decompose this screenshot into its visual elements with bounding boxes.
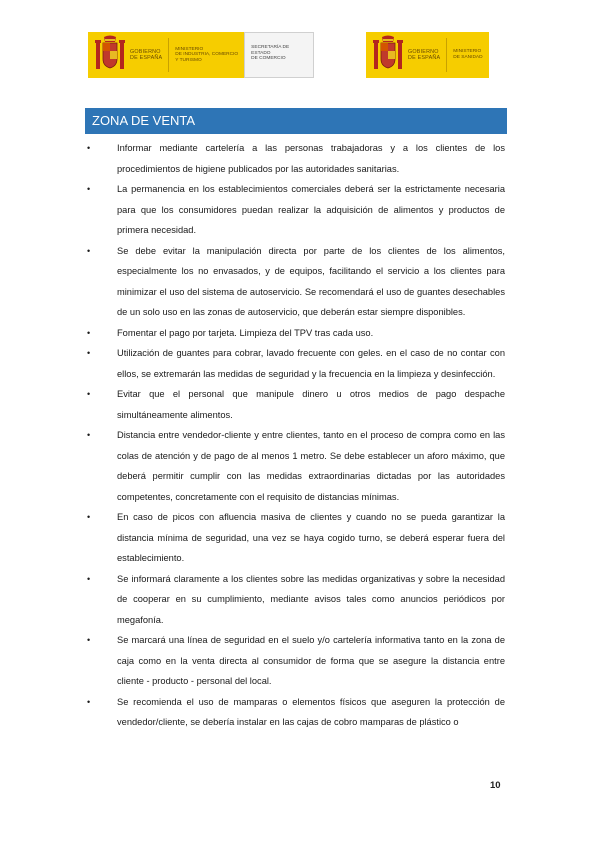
bullet-symbol: •: [87, 348, 91, 358]
list-item-text: Evitar que el personal que manipule dinero u otros medios de pago despache simultáneamente alimentos.: [117, 389, 505, 420]
gov-text-left: GOBIERNO DE ESPAÑA: [130, 49, 163, 61]
list-item-text: Se debe evitar la manipulación directa por parte de los clientes de los alimentos, especialmente los no envasados, y de equipos, facilitando el servicio a los clientes para minimizar el uso del sistema de autoservicio. Se recomendará el uso de guantes desechables de un solo uso en las zonas de autoservicio, que deberán estar siempre disponibles.: [117, 245, 505, 317]
bullet-symbol: •: [87, 512, 91, 522]
list-item-text: Utilización de guantes para cobrar, lavado frecuente con geles. en el caso de no contar con ellos, se extremarán las medidas de seguridad y la frecuencia en la limpieza y desinfección.: [117, 348, 505, 379]
list-item-text: La permanencia en los establecimientos comerciales deberá ser la estrictamente necesaria para que los consumidores puedan realizar la adquisición de alimentos y productos de primera necesidad.: [117, 184, 505, 235]
list-item-text: Informar mediante cartelería a las personas trabajadoras y a los clientes de los procedimientos de higiene publicados por las autoridades sanitarias.: [117, 143, 505, 174]
list-item-text: En caso de picos con afluencia masiva de clientes y cuando no se pueda garantizar la distancia mínima de seguridad, una vez se haya cogido turno, se deberá esperar fuera del establecimiento.: [117, 512, 505, 563]
secretariat-text: SECRETARÍA DE ESTADO DE COMERCIO: [244, 32, 314, 78]
list-item: [85, 138, 505, 179]
coat-of-arms-icon: [94, 35, 126, 75]
bullet-symbol: •: [87, 389, 91, 399]
logo-left: [88, 32, 314, 78]
list-item-text: Distancia entre vendedor-cliente y entre clientes, tanto en el proceso de compra como en las colas de atención y de pago de al menos 1 metro. Se debe establecer un aforo máximo, que deberá permitir cumplir con las medidas extraordinarias dictadas por las autoridades competentes, concretamente con el requisito de distancias mínimas.: [117, 430, 505, 502]
bullet-symbol: •: [87, 573, 91, 584]
ministry-text-right: MINISTERIO DE SANIDAD: [446, 38, 488, 72]
bullet-symbol: •: [87, 327, 91, 338]
gov-logo-left: [88, 32, 244, 78]
ministry-text-left: MINISTERIO DE INDUSTRIA, COMERCIO Y TURISMO: [168, 38, 244, 72]
list-item: [85, 343, 505, 384]
gov-logo-right: [366, 32, 489, 78]
bullet-list: [85, 138, 505, 733]
list-item: [85, 425, 505, 507]
list-item: [85, 241, 505, 323]
list-item: [85, 569, 505, 631]
coat-of-arms-icon: [372, 35, 404, 75]
gov-text-right: GOBIERNO DE ESPAÑA: [408, 49, 441, 61]
list-item: [85, 507, 505, 569]
list-item-text: Se marcará una línea de seguridad en el suelo y/o cartelería informativa tanto en la zona de caja como en la venta directa al consumidor de forma que se asegure la distancia entre cliente - producto - personal del local.: [117, 635, 505, 686]
bullet-symbol: •: [87, 245, 91, 256]
page-number: 10: [490, 780, 501, 791]
bullet-symbol: •: [87, 430, 91, 440]
section-title: ZONA DE VENTA: [85, 108, 507, 134]
bullet-symbol: •: [87, 696, 91, 707]
list-item: [85, 692, 505, 733]
bullet-symbol: •: [87, 184, 91, 194]
list-item: [85, 630, 505, 692]
list-item: [85, 384, 505, 425]
bullet-symbol: •: [87, 635, 91, 645]
list-item-text: Se recomienda el uso de mamparas o elementos físicos que aseguren la protección de vendedor/cliente, se debería instalar en las cajas de cobro mamparas de plástico o: [117, 696, 505, 727]
list-item: [85, 179, 505, 241]
list-item-text: Fomentar el pago por tarjeta. Limpieza del TPV tras cada uso.: [117, 327, 374, 338]
logo-right: [366, 32, 489, 78]
list-item: [85, 323, 505, 344]
bullet-symbol: •: [87, 143, 91, 153]
list-item-text: Se informará claramente a los clientes sobre las medidas organizativas y sobre la necesidad de cooperar en su cumplimiento, mediante avisos tales como anuncios periódicos por megafonía.: [117, 573, 505, 625]
